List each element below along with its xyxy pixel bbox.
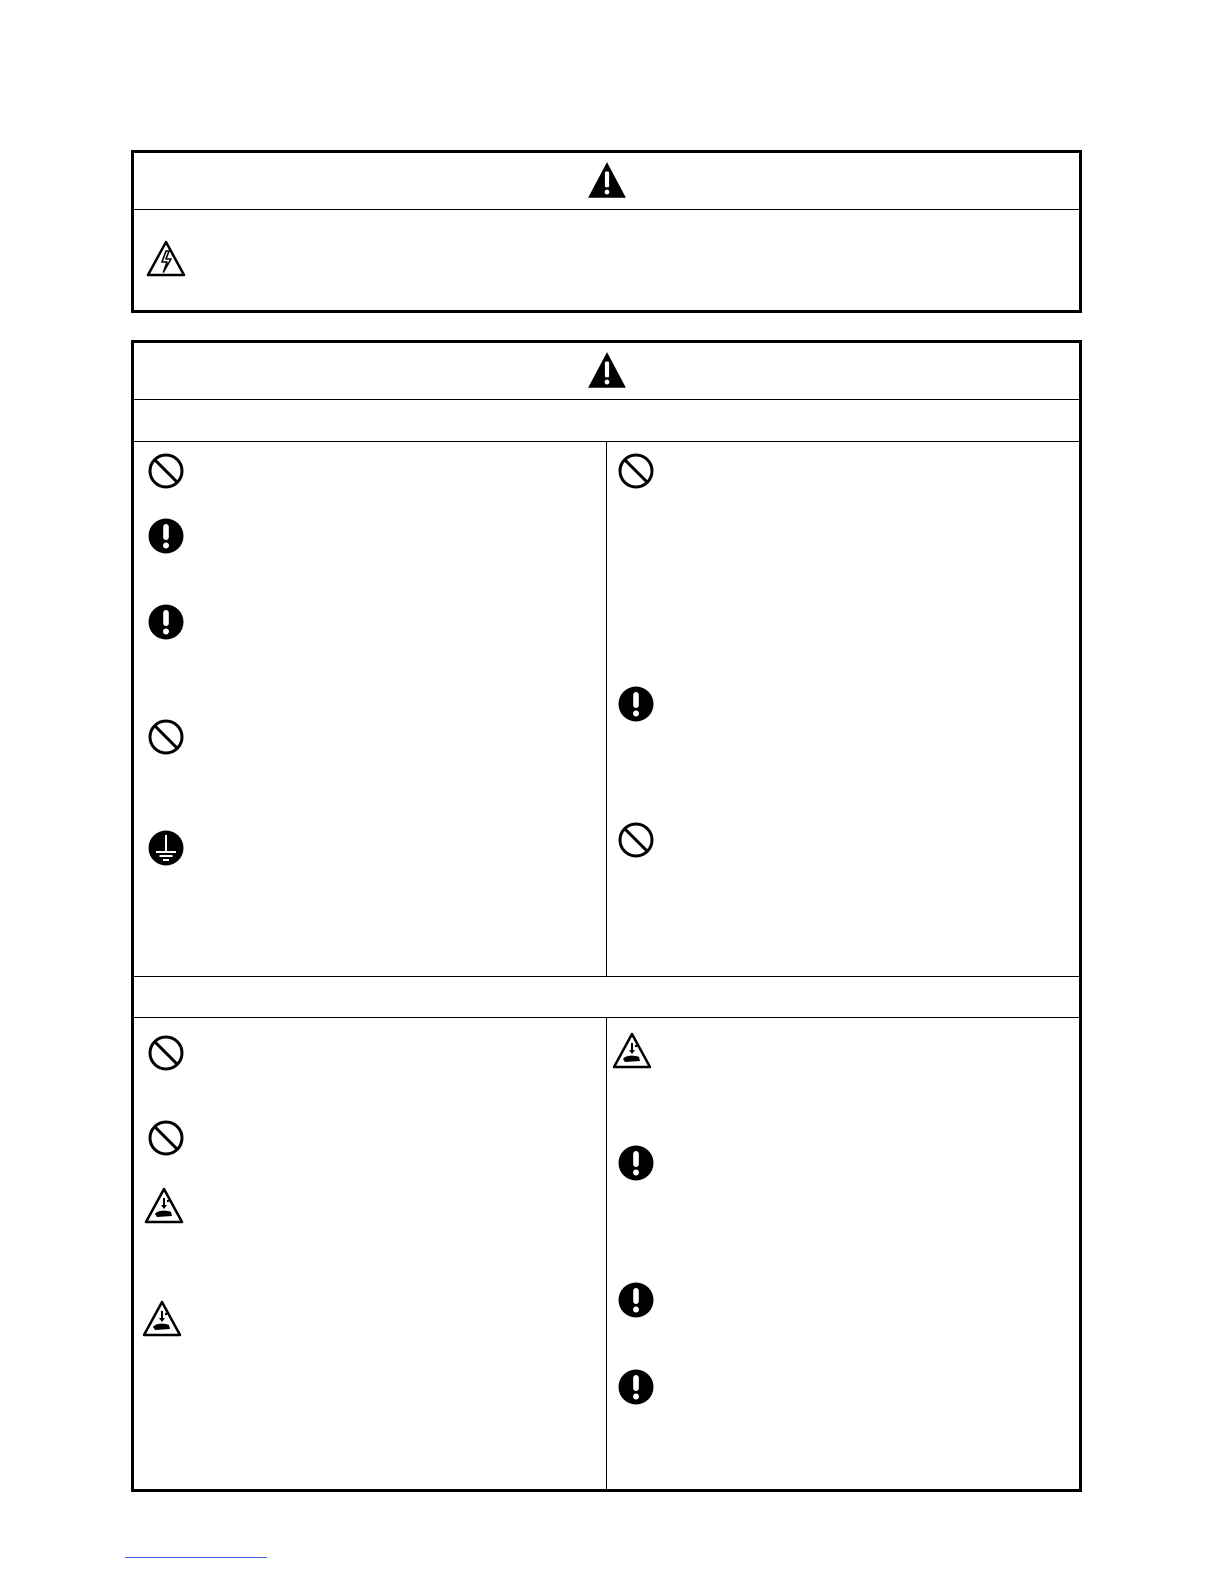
prohibited-icon	[146, 1118, 186, 1158]
section-2-column-divider	[606, 1017, 607, 1489]
mandatory-action-icon	[616, 1143, 656, 1183]
section-1-heading	[134, 400, 1079, 441]
warning-triangle-icon	[586, 350, 628, 392]
caution-header	[134, 343, 1079, 400]
section-2-heading	[134, 977, 1079, 1017]
danger-header	[134, 153, 1079, 210]
hand-injury-warning-icon	[612, 1031, 652, 1071]
mandatory-action-icon	[146, 516, 186, 556]
hand-injury-warning-icon	[142, 1299, 182, 1339]
electric-shock-icon	[146, 239, 186, 279]
section-1-column-divider	[606, 441, 607, 976]
warning-triangle-icon	[586, 160, 628, 202]
danger-box	[131, 150, 1082, 313]
mandatory-action-icon	[616, 1280, 656, 1320]
caution-box	[131, 340, 1082, 1492]
mandatory-action-icon	[616, 684, 656, 724]
mandatory-action-icon	[616, 1367, 656, 1407]
ground-connection-icon	[146, 828, 186, 868]
prohibited-icon	[146, 451, 186, 491]
prohibited-icon	[146, 717, 186, 757]
mandatory-action-icon	[146, 602, 186, 642]
prohibited-icon	[616, 820, 656, 860]
hand-injury-warning-icon	[144, 1186, 184, 1226]
prohibited-icon	[616, 451, 656, 491]
footer-rule	[125, 1557, 267, 1558]
prohibited-icon	[146, 1033, 186, 1073]
